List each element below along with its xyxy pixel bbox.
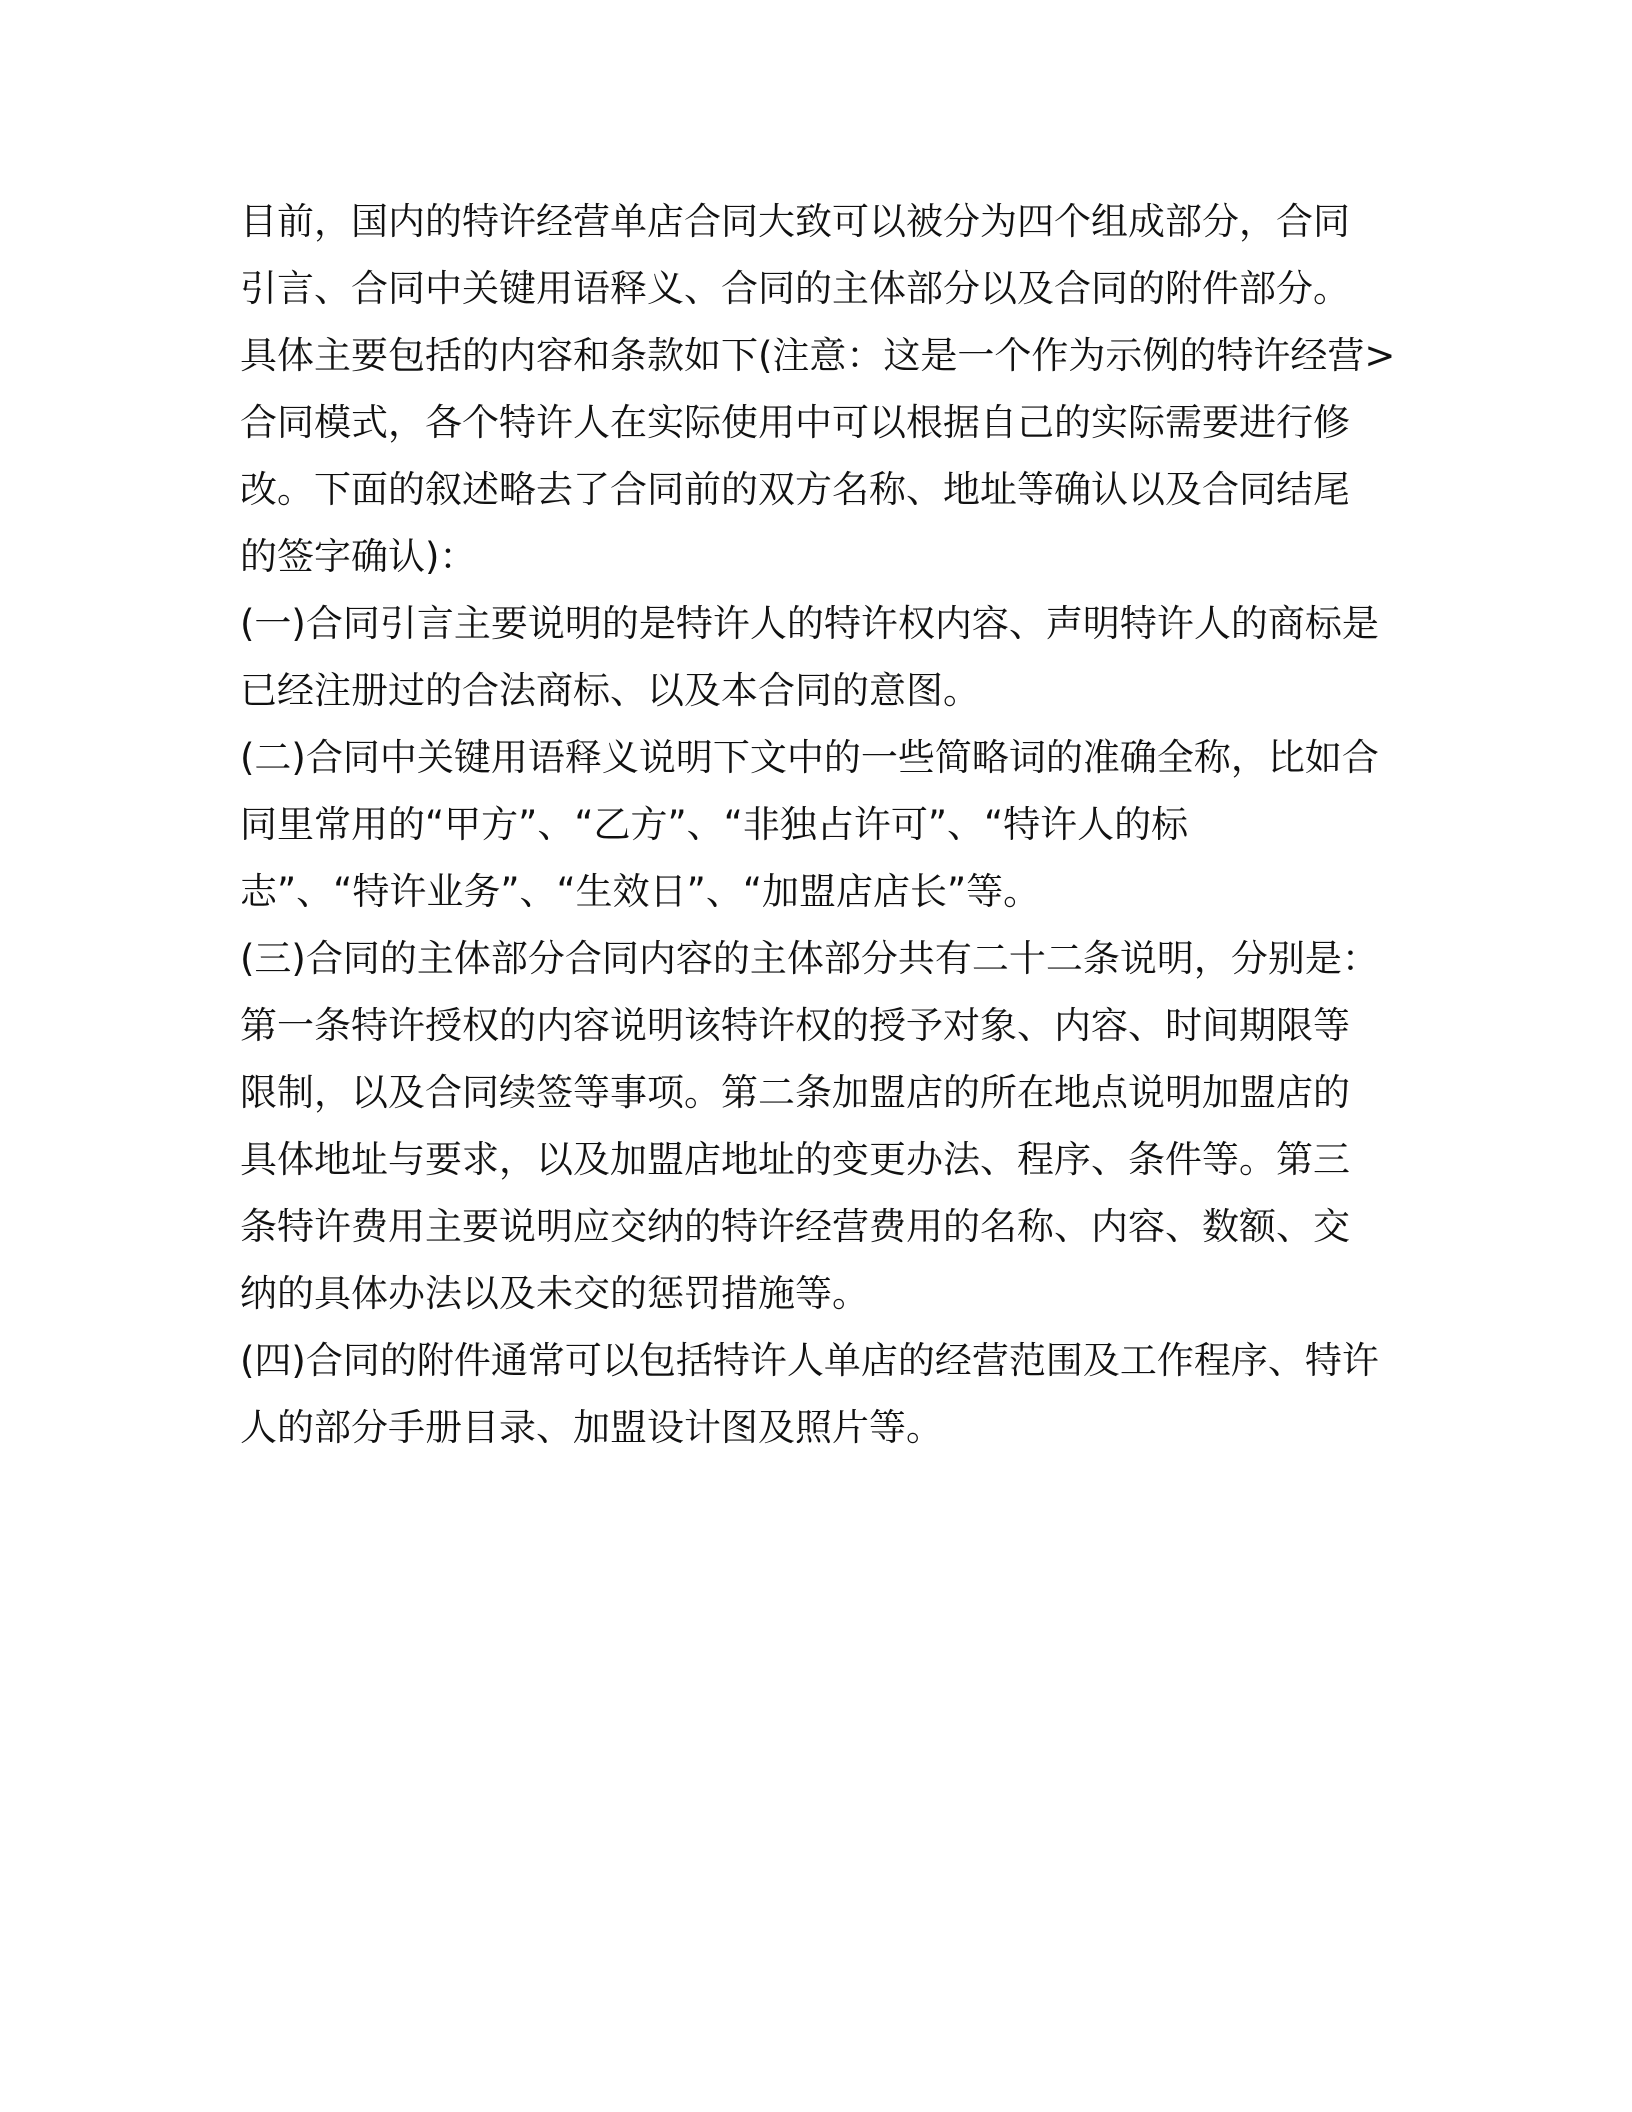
text-line: 条特许费用主要说明应交纳的特许经营费用的名称、内容、数额、交: [240, 1205, 1350, 1248]
text-line: 合同模式，各个特许人在实际使用中可以根据自己的实际需要进行修: [240, 401, 1350, 444]
text-line: (四)合同的附件通常可以包括特许人单店的经营范围及工作程序、特许: [240, 1339, 1379, 1382]
text-line: 人的部分手册目录、加盟设计图及照片等。: [240, 1406, 943, 1449]
text-line: 的签字确认)：: [240, 535, 477, 578]
document-body: [240, 188, 1440, 1461]
text-line: 纳的具体办法以及未交的惩罚措施等。: [240, 1272, 869, 1315]
text-line: 目前，国内的特许经营单店合同大致可以被分为四个组成部分，合同: [240, 200, 1350, 243]
text-line: 引言、合同中关键用语释义、合同的主体部分以及合同的附件部分。: [240, 267, 1350, 310]
text-line: (二)合同中关键用语释义说明下文中的一些简略词的准确全称，比如合: [240, 736, 1379, 779]
text-line: 改。下面的叙述略去了合同前的双方名称、地址等确认以及合同结尾: [240, 468, 1350, 511]
text-line: 已经注册过的合法商标、以及本合同的意图。: [240, 669, 980, 712]
text-line: 志”、“特许业务”、“生效日”、“加盟店店长”等。: [240, 870, 1041, 913]
text-line: (一)合同引言主要说明的是特许人的特许权内容、声明特许人的商标是: [240, 602, 1379, 645]
text-line: 具体主要包括的内容和条款如下(注意：这是一个作为示例的特许经营>: [240, 334, 1396, 377]
text-line: 限制，以及合同续签等事项。第二条加盟店的所在地点说明加盟店的: [240, 1071, 1350, 1114]
text-line: 同里常用的“甲方”、“乙方”、“非独占许可”、“特许人的标: [240, 803, 1189, 846]
text-line: 具体地址与要求，以及加盟店地址的变更办法、程序、条件等。第三: [240, 1138, 1350, 1181]
text-line: (三)合同的主体部分合同内容的主体部分共有二十二条说明，分别是：: [240, 937, 1379, 980]
text-line: 第一条特许授权的内容说明该特许权的授予对象、内容、时间期限等: [240, 1004, 1350, 1047]
